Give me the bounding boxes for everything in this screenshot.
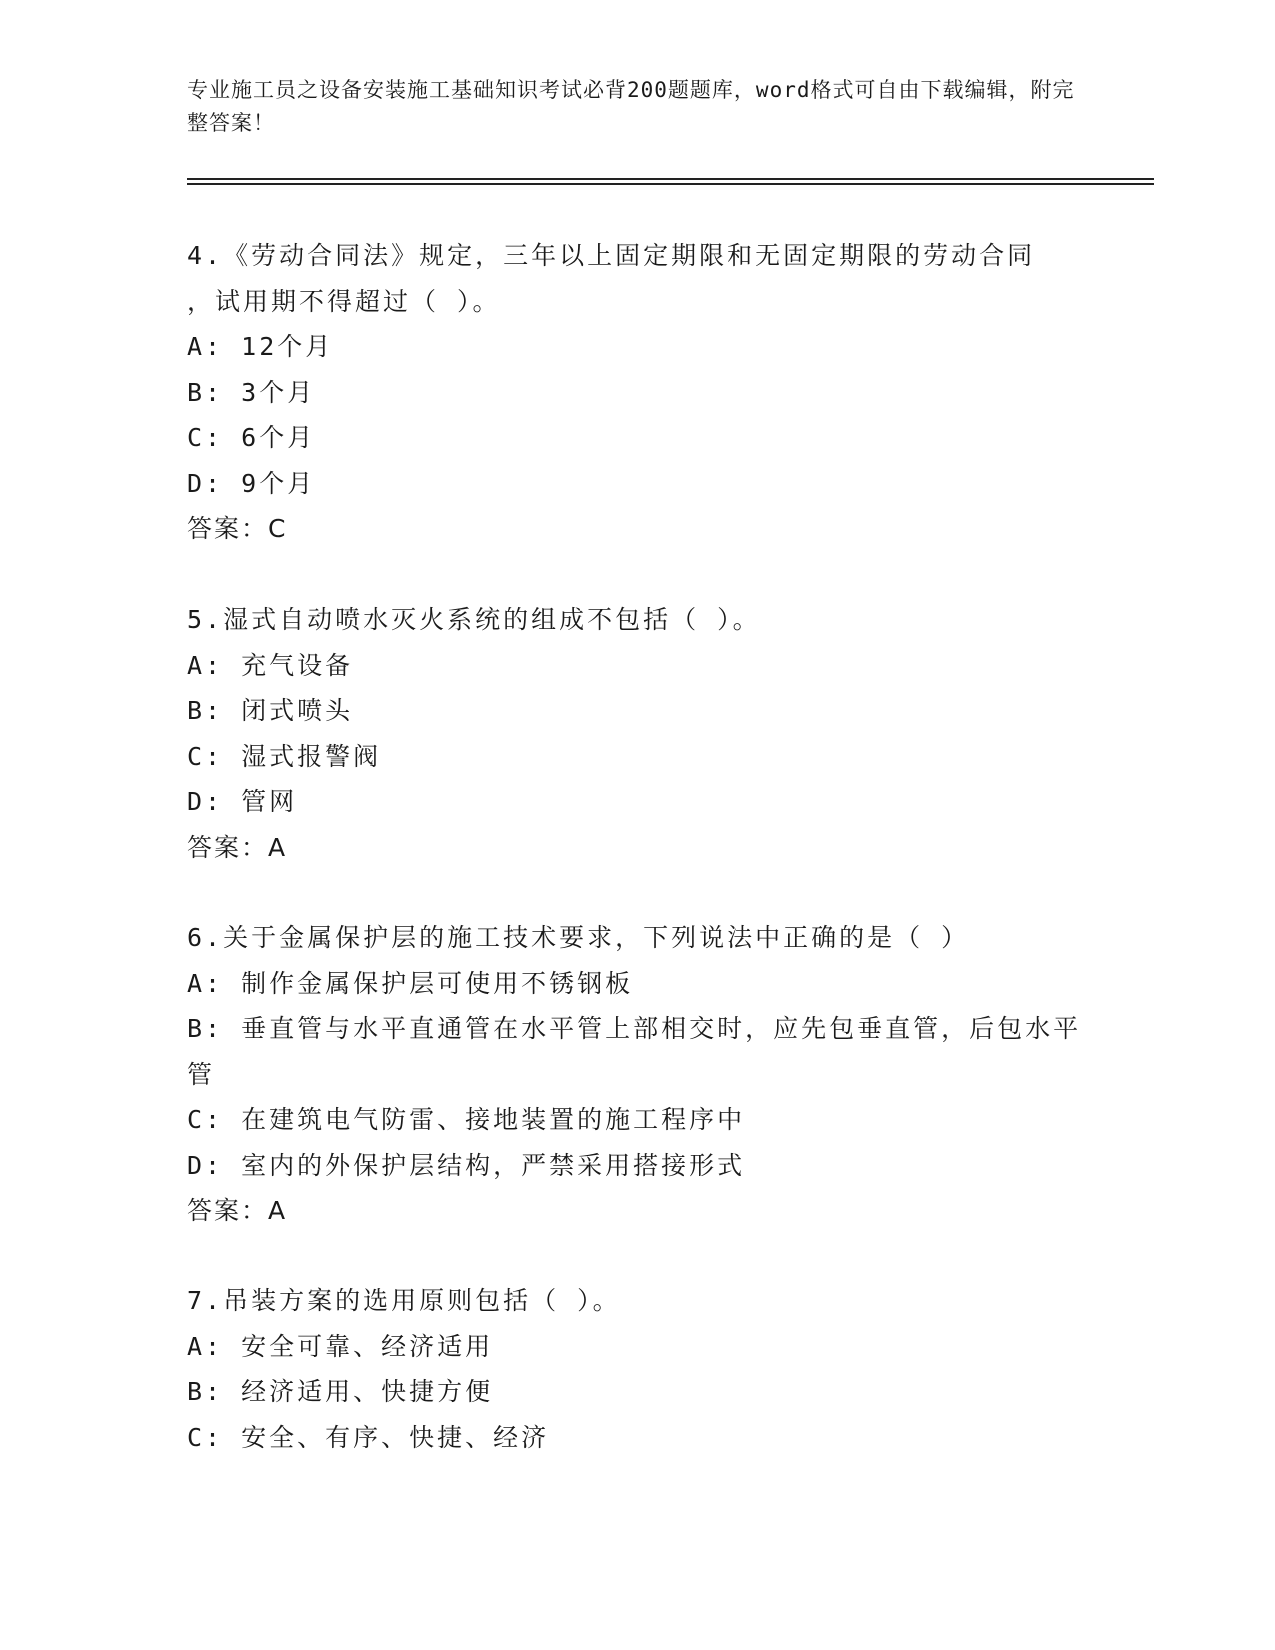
option-a: A: 充气设备 <box>187 650 354 680</box>
option-c: C: 在建筑电气防雷、接地装置的施工程序中 <box>187 1105 746 1134</box>
answer-label: 答案：A <box>187 832 288 862</box>
question-stem-line-2: ，试用期不得超过（ ）。 <box>187 286 501 316</box>
answer-label: 答案：A <box>187 1196 288 1225</box>
option-a: A: 12个月 <box>187 332 334 361</box>
header-divider-top <box>187 178 1154 180</box>
option-d: D: 室内的外保护层结构，严禁采用搭接形式 <box>187 1150 746 1180</box>
option-a: A: 制作金属保护层可使用不锈钢板 <box>187 968 634 998</box>
option-c: C: 安全、有序、快捷、经济 <box>187 1422 550 1452</box>
option-b: B: 闭式喷头 <box>187 696 354 725</box>
header-divider-bottom <box>187 183 1154 185</box>
question-stem: 7.吊装方案的选用原则包括（ ）。 <box>187 1286 621 1315</box>
option-d: D: 管网 <box>187 787 298 816</box>
question-7 <box>187 1278 1087 1460</box>
answer-label: 答案：C <box>187 514 288 543</box>
question-6 <box>187 915 1087 1234</box>
option-b: B: 经济适用、快捷方便 <box>187 1377 494 1406</box>
question-stem-line-1: 4.《劳动合同法》规定，三年以上固定期限和无固定期限的劳动合同 <box>187 241 1036 270</box>
option-b: B: 3个月 <box>187 377 316 407</box>
question-stem: 5.湿式自动喷水灭火系统的组成不包括（ ）。 <box>187 605 761 634</box>
question-4 <box>187 233 1087 552</box>
option-d: D: 9个月 <box>187 468 316 498</box>
option-a: A: 安全可靠、经济适用 <box>187 1331 494 1361</box>
question-5 <box>187 597 1087 870</box>
document-header: 专业施工员之设备安装施工基础知识考试必背200题题库，word格式可自由下载编辑，附完整答案！ <box>187 78 1075 135</box>
option-b: B: 垂直管与水平直通管在水平管上部相交时，应先包垂直管，后包水平管 <box>187 1014 1082 1089</box>
question-stem: 6.关于金属保护层的施工技术要求，下列说法中正确的是（ ） <box>187 923 970 952</box>
option-c: C: 6个月 <box>187 423 316 452</box>
option-c: C: 湿式报警阀 <box>187 741 382 771</box>
